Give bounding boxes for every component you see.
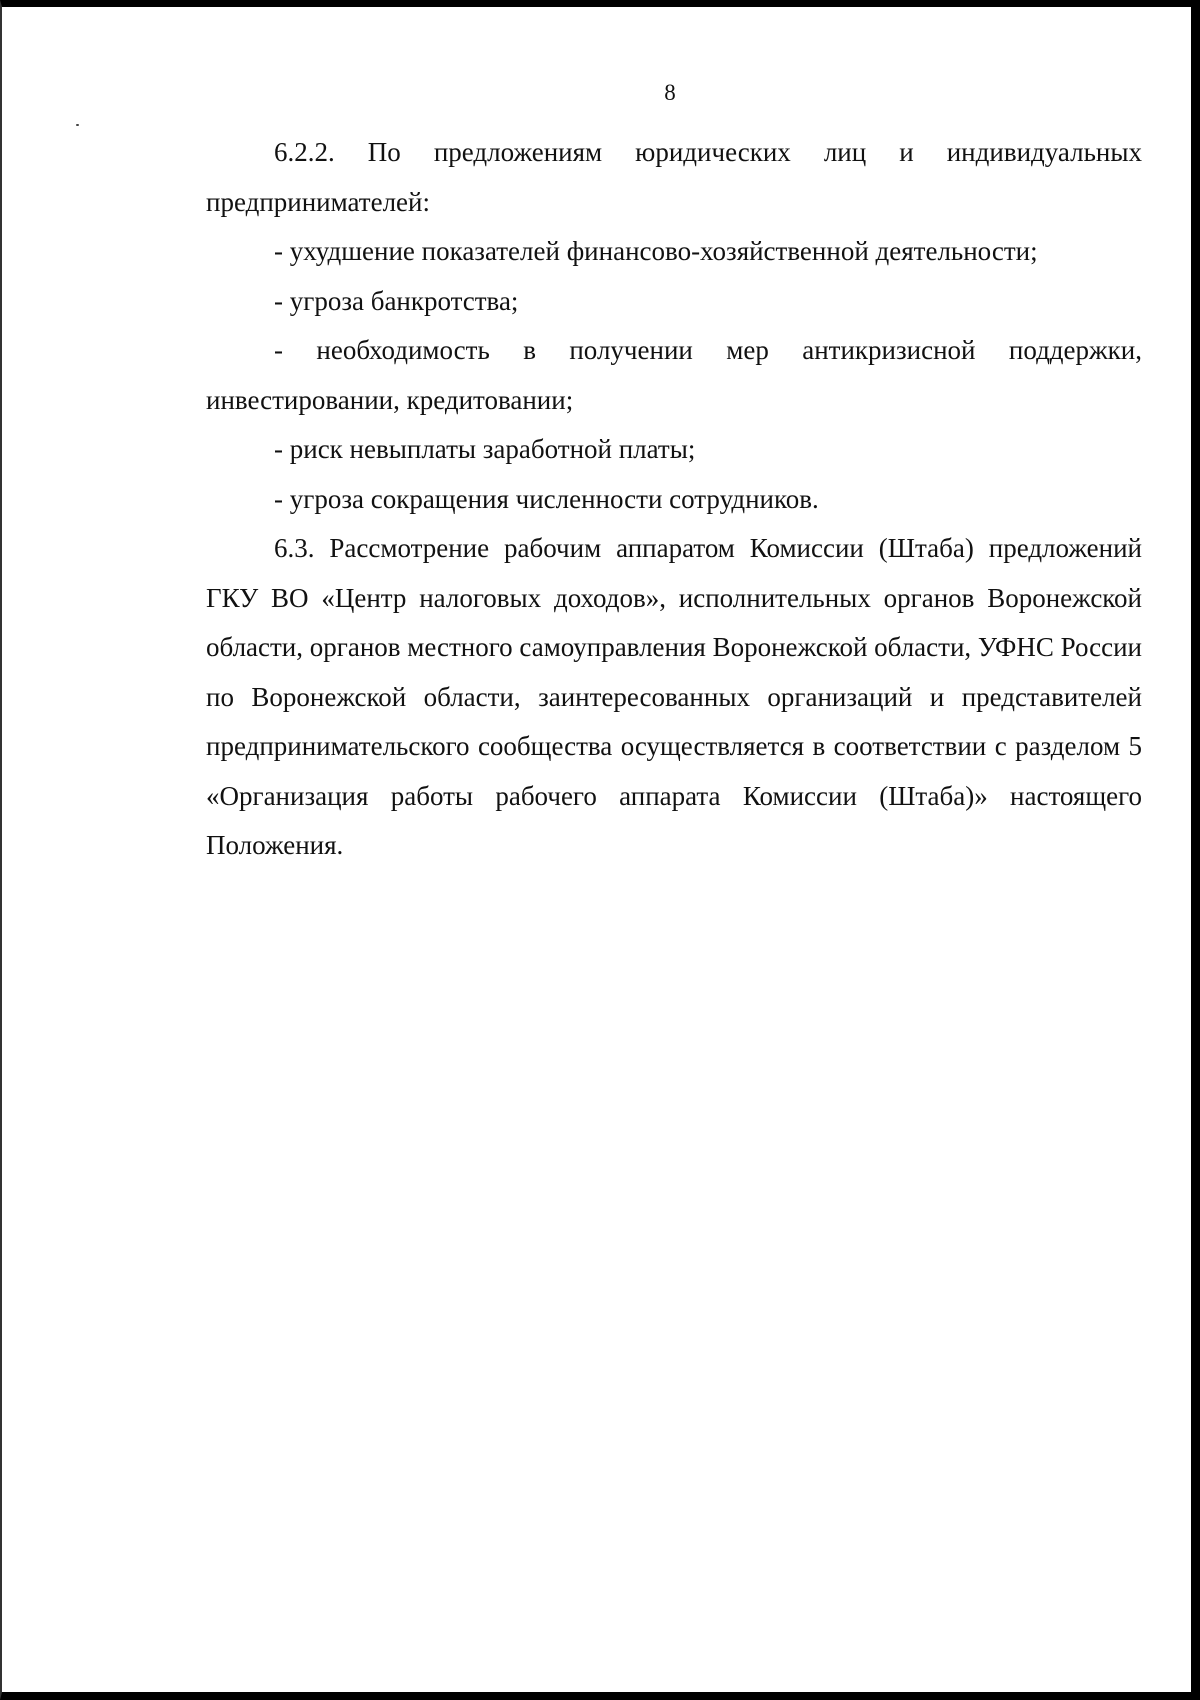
list-item-deterioration: - ухудшение показателей финансово-хозяйственной деятельности; [274, 236, 1038, 266]
paragraph-6-2-2: 6.2.2. По предложениям юридических лиц и индивидуальных предпринимателей: [206, 137, 1142, 217]
page-number: 8 [664, 80, 676, 105]
document-body [206, 128, 1142, 871]
list-item-bankruptcy: - угроза банкротства; [274, 285, 519, 316]
paragraph-6-3: 6.3. Рассмотрение рабочим аппаратом Комиссии (Штаба) предложений ГКУ ВО «Центр налоговых доходов», исполнительных органов Воронежской области, органов местного самоуправления Воронежской области, УФНС России по Воронежской области, заинтересованных организаций и представителей предпринимательского сообщества осуществляется в соответствии с разделом 5 «Организация работы рабочего аппарата Комиссии (Штаба)» настоящего Положения. [206, 533, 1142, 860]
list-item-wage-risk: - риск невыплаты заработной платы; [274, 434, 696, 464]
list-item-support-need: - необходимость в получении мер антикризисной поддержки, инвестировании, кредитовании; [206, 335, 1142, 415]
list-item-staff-reduction: - угроза сокращения численности сотрудников. [274, 483, 819, 514]
scan-speck [76, 124, 79, 126]
